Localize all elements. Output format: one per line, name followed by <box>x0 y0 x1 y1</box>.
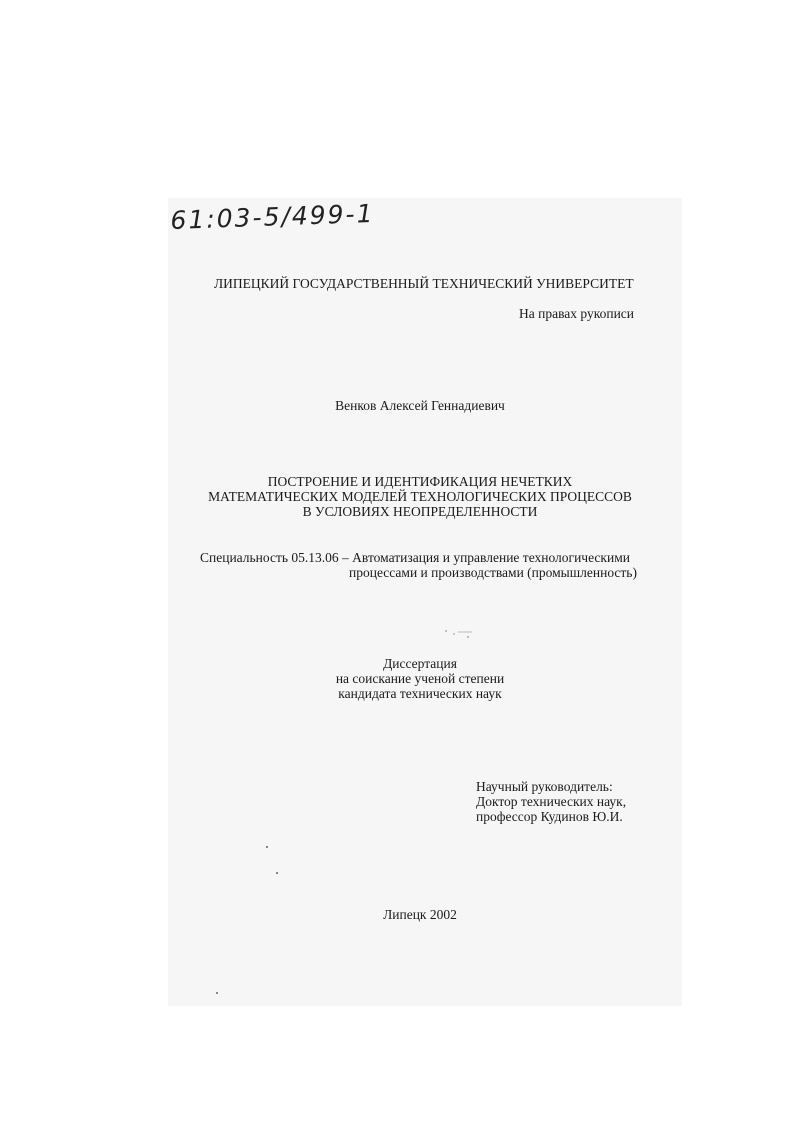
specialty-line: процессами и производствами (промышленность) <box>349 565 637 580</box>
handwritten-catalog-code: 61:03-5/499-1 <box>170 198 375 235</box>
rights-note: На правах рукописи <box>519 306 635 321</box>
university-name: ЛИПЕЦКИЙ ГОСУДАРСТВЕННЫЙ ТЕХНИЧЕСКИЙ УНИВЕРСИТЕТ <box>214 276 634 291</box>
specialty-line: Специальность 05.13.06 – Автоматизация и управление технологическими <box>200 550 630 565</box>
author-name: Венков Алексей Геннадиевич <box>335 398 505 413</box>
advisor-line: Доктор технических наук, <box>476 794 627 809</box>
title-line: В УСЛОВИЯХ НЕОПРЕДЕЛЕННОСТИ <box>302 504 538 519</box>
advisor-line: профессор Кудинов Ю.И. <box>476 809 623 824</box>
scan-speck <box>266 846 268 848</box>
title-line: ПОСТРОЕНИЕ И ИДЕНТИФИКАЦИЯ НЕЧЕТКИХ <box>267 474 573 489</box>
scan-speck <box>216 992 218 994</box>
dissertation-line: на соискание ученой степени <box>335 671 505 686</box>
city-year: Липецк 2002 <box>383 907 457 922</box>
scan-speck <box>276 872 278 874</box>
advisor-line: Научный руководитель: <box>476 779 613 794</box>
title-line: МАТЕМАТИЧЕСКИХ МОДЕЛЕЙ ТЕХНОЛОГИЧЕСКИХ ПРОЦЕССОВ <box>208 489 632 504</box>
dissertation-line: кандидата технических наук <box>338 686 502 701</box>
faint-stamp-mark <box>440 626 480 640</box>
dissertation-line: Диссертация <box>383 656 457 671</box>
